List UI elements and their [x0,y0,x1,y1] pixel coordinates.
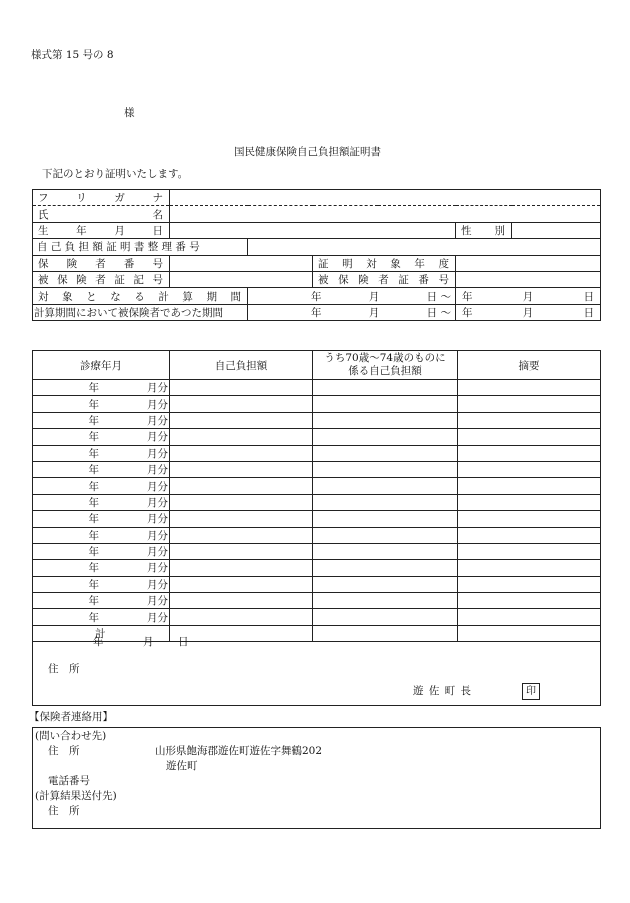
insured-card-value[interactable] [170,271,313,287]
table-row [33,609,601,625]
age-70-74-cell[interactable] [313,609,458,625]
remarks-cell[interactable] [458,609,601,625]
birth-value[interactable] [170,222,456,238]
page-title: 国民健康保険自己負担額証明書 [234,146,381,158]
cert-no-value[interactable] [248,239,601,255]
row-month-label: 月分 [147,595,168,608]
age-70-74-cell[interactable] [313,396,458,412]
inquiry-address-line1: 山形県飽海郡遊佐町遊佐字舞鶴202 [155,745,323,757]
age-70-74-cell[interactable] [313,478,458,494]
header-treatment-month: 診療年月 [33,351,170,380]
monthly-table [32,350,601,642]
result-address-label: 住 所 [48,805,80,817]
signer: 遊 佐 町 長 [413,685,473,697]
inquiry-label: (問い合わせ先) [35,730,107,742]
row-year-label: 年 [88,398,99,411]
result-label: (計算結果送付先) [35,790,117,802]
self-pay-cell[interactable] [170,380,313,396]
phone-label: 電話番号 [48,775,90,787]
table-row [33,445,601,461]
age-70-74-cell[interactable] [313,511,458,527]
month-cell[interactable] [33,560,170,576]
footer-box [32,630,601,706]
seal-icon: 印 [522,683,540,700]
row-month-label: 月分 [147,464,168,477]
month-cell[interactable] [33,478,170,494]
footer-date-year: 年 [93,636,104,648]
table-row [33,511,601,527]
self-pay-cell[interactable] [170,429,313,445]
remarks-cell[interactable] [458,429,601,445]
table-row [33,429,601,445]
self-pay-cell[interactable] [170,461,313,477]
age-70-74-cell[interactable] [313,560,458,576]
insured-period-label: 計算期間において被保険者であつた期間 [33,304,248,320]
furigana-value[interactable] [170,190,601,206]
gender-value[interactable] [512,222,601,238]
age-70-74-cell[interactable] [313,494,458,510]
name-value[interactable] [170,206,601,222]
age-70-74-cell[interactable] [313,445,458,461]
row-month-label: 月分 [147,480,168,493]
target-year-label: 証 明 対 象 年 度 [313,255,456,271]
table-row [33,593,601,609]
row-year-label: 年 [88,480,99,493]
age-70-74-cell[interactable] [313,412,458,428]
row-year-label: 年 [88,611,99,624]
month-cell[interactable] [33,380,170,396]
self-pay-cell[interactable] [170,576,313,592]
cert-no-label: 自 己 負 担 額 証 明 書 整 理 番 号 [33,239,248,255]
row-year-label: 年 [88,496,99,509]
form-number: 様式第 15 号の 8 [31,49,114,61]
month-cell[interactable] [33,609,170,625]
footer-address-label: 住 所 [48,663,80,675]
row-month-label: 月分 [147,398,168,411]
row-month-label: 月分 [147,382,168,395]
row-year-label: 年 [88,382,99,395]
remarks-cell[interactable] [458,527,601,543]
row-month-label: 月分 [147,513,168,526]
row-year-label: 年 [88,529,99,542]
row-month-label: 月分 [147,562,168,575]
row-month-label: 月分 [147,611,168,624]
remarks-cell[interactable] [458,412,601,428]
contact-heading: 【保険者連絡用】 [29,711,113,723]
table-row [33,560,601,576]
self-pay-cell[interactable] [170,494,313,510]
table-row [33,543,601,559]
insured-no-value[interactable] [456,271,601,287]
row-month-label: 月分 [147,496,168,509]
name-label: 氏 名 [33,206,170,222]
insured-period-end[interactable]: 年 月 日 [456,304,601,320]
table-row [33,412,601,428]
row-month-label: 月分 [147,414,168,427]
insurer-no-value[interactable] [170,255,313,271]
gender-label: 性 別 [456,222,512,238]
self-pay-cell[interactable] [170,396,313,412]
period-label: 対 象 と な る 計 算 期 間 [33,288,248,304]
target-year-value[interactable] [456,255,601,271]
period-start[interactable]: 年 月 日 〜 [248,288,456,304]
month-cell[interactable] [33,543,170,559]
self-pay-cell[interactable] [170,511,313,527]
month-cell[interactable] [33,593,170,609]
intro-text: 下記のとおり証明いたします。 [42,168,189,180]
self-pay-cell[interactable] [170,560,313,576]
birth-label: 生 年 月 日 [33,222,170,238]
self-pay-cell[interactable] [170,543,313,559]
self-pay-cell[interactable] [170,412,313,428]
row-month-label: 月分 [147,447,168,460]
inquiry-address-label: 住 所 [48,745,80,757]
row-month-label: 月分 [147,578,168,591]
age-70-74-cell[interactable] [313,543,458,559]
age-70-74-cell[interactable] [313,576,458,592]
header-remarks: 摘要 [458,351,601,380]
row-month-label: 月分 [147,431,168,444]
inquiry-address-line2: 遊佐町 [166,760,198,772]
month-cell[interactable] [33,461,170,477]
insurer-no-label: 保 険 者 番 号 [33,255,170,271]
header-self-pay: 自己負担額 [170,351,313,380]
month-cell[interactable] [33,429,170,445]
insured-no-label: 被 保 険 者 証 番 号 [313,271,456,287]
info-table [32,189,601,321]
table-row [33,380,601,396]
age-70-74-cell[interactable] [313,380,458,396]
self-pay-cell[interactable] [170,445,313,461]
remarks-cell[interactable] [458,380,601,396]
remarks-cell[interactable] [458,478,601,494]
row-year-label: 年 [88,562,99,575]
table-row [33,494,601,510]
remarks-cell[interactable] [458,461,601,477]
footer-date-day: 日 [178,636,189,648]
month-cell[interactable] [33,527,170,543]
remarks-cell[interactable] [458,494,601,510]
total-label: 計 [33,625,170,641]
remarks-cell[interactable] [458,560,601,576]
month-cell[interactable] [33,396,170,412]
self-pay-cell[interactable] [170,478,313,494]
remarks-cell[interactable] [458,511,601,527]
row-year-label: 年 [88,464,99,477]
row-year-label: 年 [88,578,99,591]
row-year-label: 年 [88,595,99,608]
addressee-suffix: 様 [124,107,135,119]
insured-period-start[interactable]: 年 月 日 〜 [248,304,456,320]
table-row [33,396,601,412]
remarks-cell[interactable] [458,593,601,609]
remarks-cell[interactable] [458,576,601,592]
self-pay-cell[interactable] [170,593,313,609]
table-row [33,527,601,543]
remarks-cell[interactable] [458,445,601,461]
row-year-label: 年 [88,447,99,460]
footer-date-month: 月 [143,636,154,648]
month-cell[interactable] [33,412,170,428]
row-year-label: 年 [88,414,99,427]
period-end[interactable]: 年 月 日 [456,288,601,304]
age-70-74-cell[interactable] [313,429,458,445]
remarks-cell[interactable] [458,543,601,559]
row-year-label: 年 [88,431,99,444]
row-month-label: 月分 [147,546,168,559]
month-cell[interactable] [33,576,170,592]
table-row [33,461,601,477]
insured-card-label: 被 保 険 者 証 記 号 [33,271,170,287]
table-row [33,576,601,592]
age-70-74-cell[interactable] [313,461,458,477]
header-age-70-74: うち70歳〜74歳のものに 係る自己負担額 [313,351,458,380]
row-year-label: 年 [88,546,99,559]
contact-box [32,727,601,829]
month-cell[interactable] [33,511,170,527]
row-month-label: 月分 [147,529,168,542]
self-pay-cell[interactable] [170,527,313,543]
month-cell[interactable] [33,445,170,461]
remarks-cell[interactable] [458,396,601,412]
row-year-label: 年 [88,513,99,526]
month-cell[interactable] [33,494,170,510]
age-70-74-cell[interactable] [313,527,458,543]
table-row [33,478,601,494]
age-70-74-cell[interactable] [313,593,458,609]
furigana-label: フ リ ガ ナ [33,190,170,206]
self-pay-cell[interactable] [170,609,313,625]
